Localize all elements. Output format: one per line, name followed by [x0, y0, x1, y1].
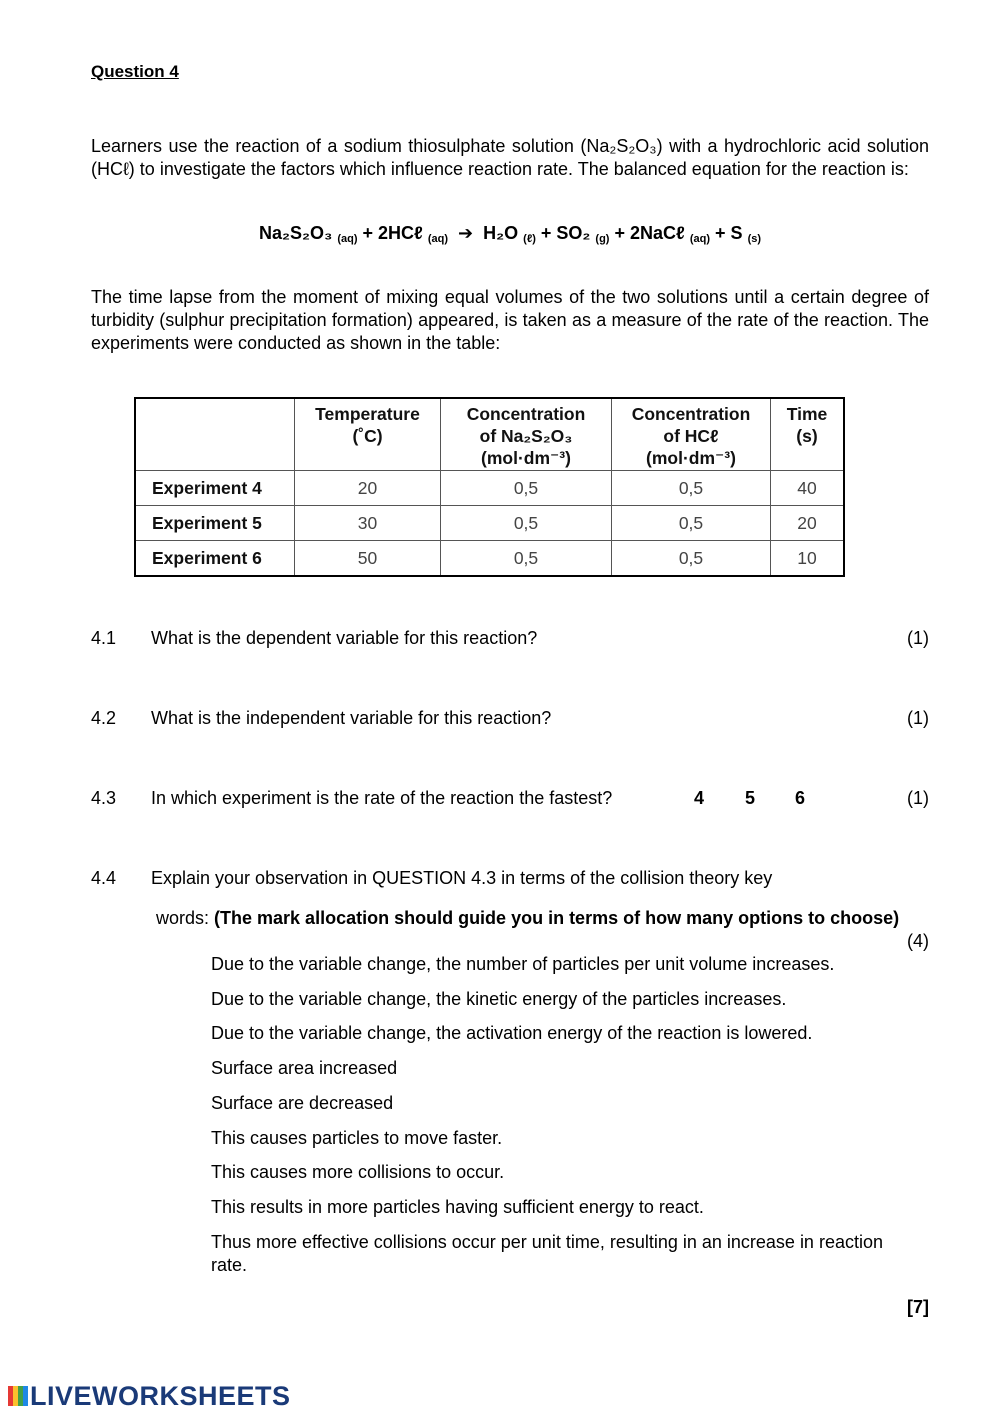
table-header-row [135, 398, 844, 471]
equation-product-3: + 2NaCℓ [614, 223, 685, 243]
header-conc-na-of: of Na₂S₂O₃ [479, 426, 573, 446]
question-number: 4.4 [91, 868, 117, 888]
header-conc-na-label: Concentration [466, 404, 586, 424]
equation-state-2: (aq) [427, 233, 449, 245]
answer-option[interactable]: This results in more particles having sufficient energy to react. [211, 1197, 704, 1217]
answer-option[interactable]: Due to the variable change, the kinetic energy of the particles increases. [211, 989, 787, 1009]
logo-icon [8, 1384, 30, 1408]
header-conc-hcl [612, 398, 771, 471]
question-text: What is the independent variable for this reaction? [151, 708, 552, 728]
header-time-unit: (s) [796, 426, 818, 446]
equation-state-3: (ℓ) [523, 233, 536, 245]
footer-brand: LIVEWORKSHEETS [30, 1380, 291, 1411]
cell-conc-na: 0,5 [441, 506, 612, 541]
equation-reactant-1: Na₂S₂O₃ [258, 223, 333, 243]
answer-option[interactable]: Due to the variable change, the number of particles per unit volume increases. [211, 954, 835, 974]
answer-option-6[interactable]: 6 [795, 788, 806, 808]
cell-temperature: 30 [295, 506, 441, 541]
equation-reactant-2: + 2HCℓ [362, 223, 423, 243]
answer-option[interactable]: This causes particles to move faster. [211, 1128, 503, 1148]
header-temperature-unit: (˚C) [352, 426, 383, 446]
question-text: What is the dependent variable for this reaction? [151, 628, 538, 648]
equation-state-4: (g) [595, 233, 610, 245]
cell-time: 20 [771, 506, 845, 541]
question-instruction [156, 907, 929, 930]
answer-option[interactable]: Surface area increased [211, 1058, 398, 1078]
question-marks: (1) [907, 708, 929, 728]
header-conc-na-unit: (mol·dm⁻³) [481, 448, 571, 468]
cell-temperature: 20 [295, 471, 441, 506]
arrow-icon: ➔ [458, 223, 474, 243]
equation-state-1: (aq) [337, 233, 358, 245]
intro-paragraph: Learners use the reaction of a sodium thiosulphate solution (Na₂S₂O₃) with a hydrochloric acid solution (HCℓ) to investigate the factors which influence reaction rate. The balanced equation for the reaction is: [91, 136, 929, 179]
question-marks: (4) [907, 931, 929, 951]
question-number: 4.2 [91, 708, 117, 728]
answer-option[interactable]: Thus more effective collisions occur per unit time, resulting in an increase in reaction rate. [211, 1232, 883, 1275]
liveworksheets-logo [8, 1381, 291, 1411]
question-marks: (1) [907, 788, 929, 808]
table-row [135, 541, 844, 577]
experiment-table [134, 397, 845, 577]
row-label: Experiment 4 [135, 471, 295, 506]
header-conc-hcl-unit: (mol·dm⁻³) [646, 448, 736, 468]
cell-time: 40 [771, 471, 845, 506]
equation-state-5: (aq) [689, 233, 711, 245]
answer-option[interactable]: This causes more collisions to occur. [211, 1162, 505, 1182]
question-number: 4.3 [91, 788, 117, 808]
equation-product-2: + SO₂ [540, 223, 591, 243]
balanced-equation [0, 222, 1000, 248]
answer-option-4[interactable]: 4 [694, 788, 705, 808]
header-conc-hcl-of: of HCℓ [663, 426, 719, 446]
equation-product-4: + S [715, 223, 743, 243]
table-row [135, 471, 844, 506]
question-marks: (1) [907, 628, 929, 648]
instruction-bold: (The mark allocation should guide you in terms of how many options to choose) [214, 908, 900, 928]
header-conc-na [441, 398, 612, 471]
equation-product-1: H₂O [483, 223, 519, 243]
question-title: Question 4 [91, 62, 179, 81]
answer-option-5[interactable]: 5 [745, 788, 756, 808]
row-label: Experiment 6 [135, 541, 295, 577]
row-label: Experiment 5 [135, 506, 295, 541]
header-temperature [295, 398, 441, 471]
answer-option[interactable]: Due to the variable change, the activation energy of the reaction is lowered. [211, 1023, 813, 1043]
table-corner-cell [135, 398, 295, 471]
table-row [135, 506, 844, 541]
cell-conc-na: 0,5 [441, 471, 612, 506]
question-text: In which experiment is the rate of the reaction the fastest? [151, 788, 613, 808]
cell-conc-na: 0,5 [441, 541, 612, 577]
method-paragraph: The time lapse from the moment of mixing equal volumes of the two solutions until a certain degree of turbidity (sulphur precipitation formation) appeared, is taken as a measure of the rate of the reaction. The experiments were conducted as shown in the table: [91, 287, 929, 353]
cell-conc-hcl: 0,5 [612, 506, 771, 541]
question-number: 4.1 [91, 628, 117, 648]
cell-temperature: 50 [295, 541, 441, 577]
header-conc-hcl-label: Concentration [631, 404, 751, 424]
cell-time: 10 [771, 541, 845, 577]
header-temperature-label: Temperature [315, 404, 420, 424]
instruction-prefix: words: [156, 908, 215, 928]
cell-conc-hcl: 0,5 [612, 471, 771, 506]
equation-state-6: (s) [747, 233, 762, 245]
cell-conc-hcl: 0,5 [612, 541, 771, 577]
question-text: Explain your observation in QUESTION 4.3 in terms of the collision theory key [151, 868, 773, 888]
header-time [771, 398, 845, 471]
answer-option[interactable]: Surface are decreased [211, 1093, 394, 1113]
header-time-label: Time [786, 404, 828, 424]
total-marks: [7] [907, 1297, 929, 1317]
